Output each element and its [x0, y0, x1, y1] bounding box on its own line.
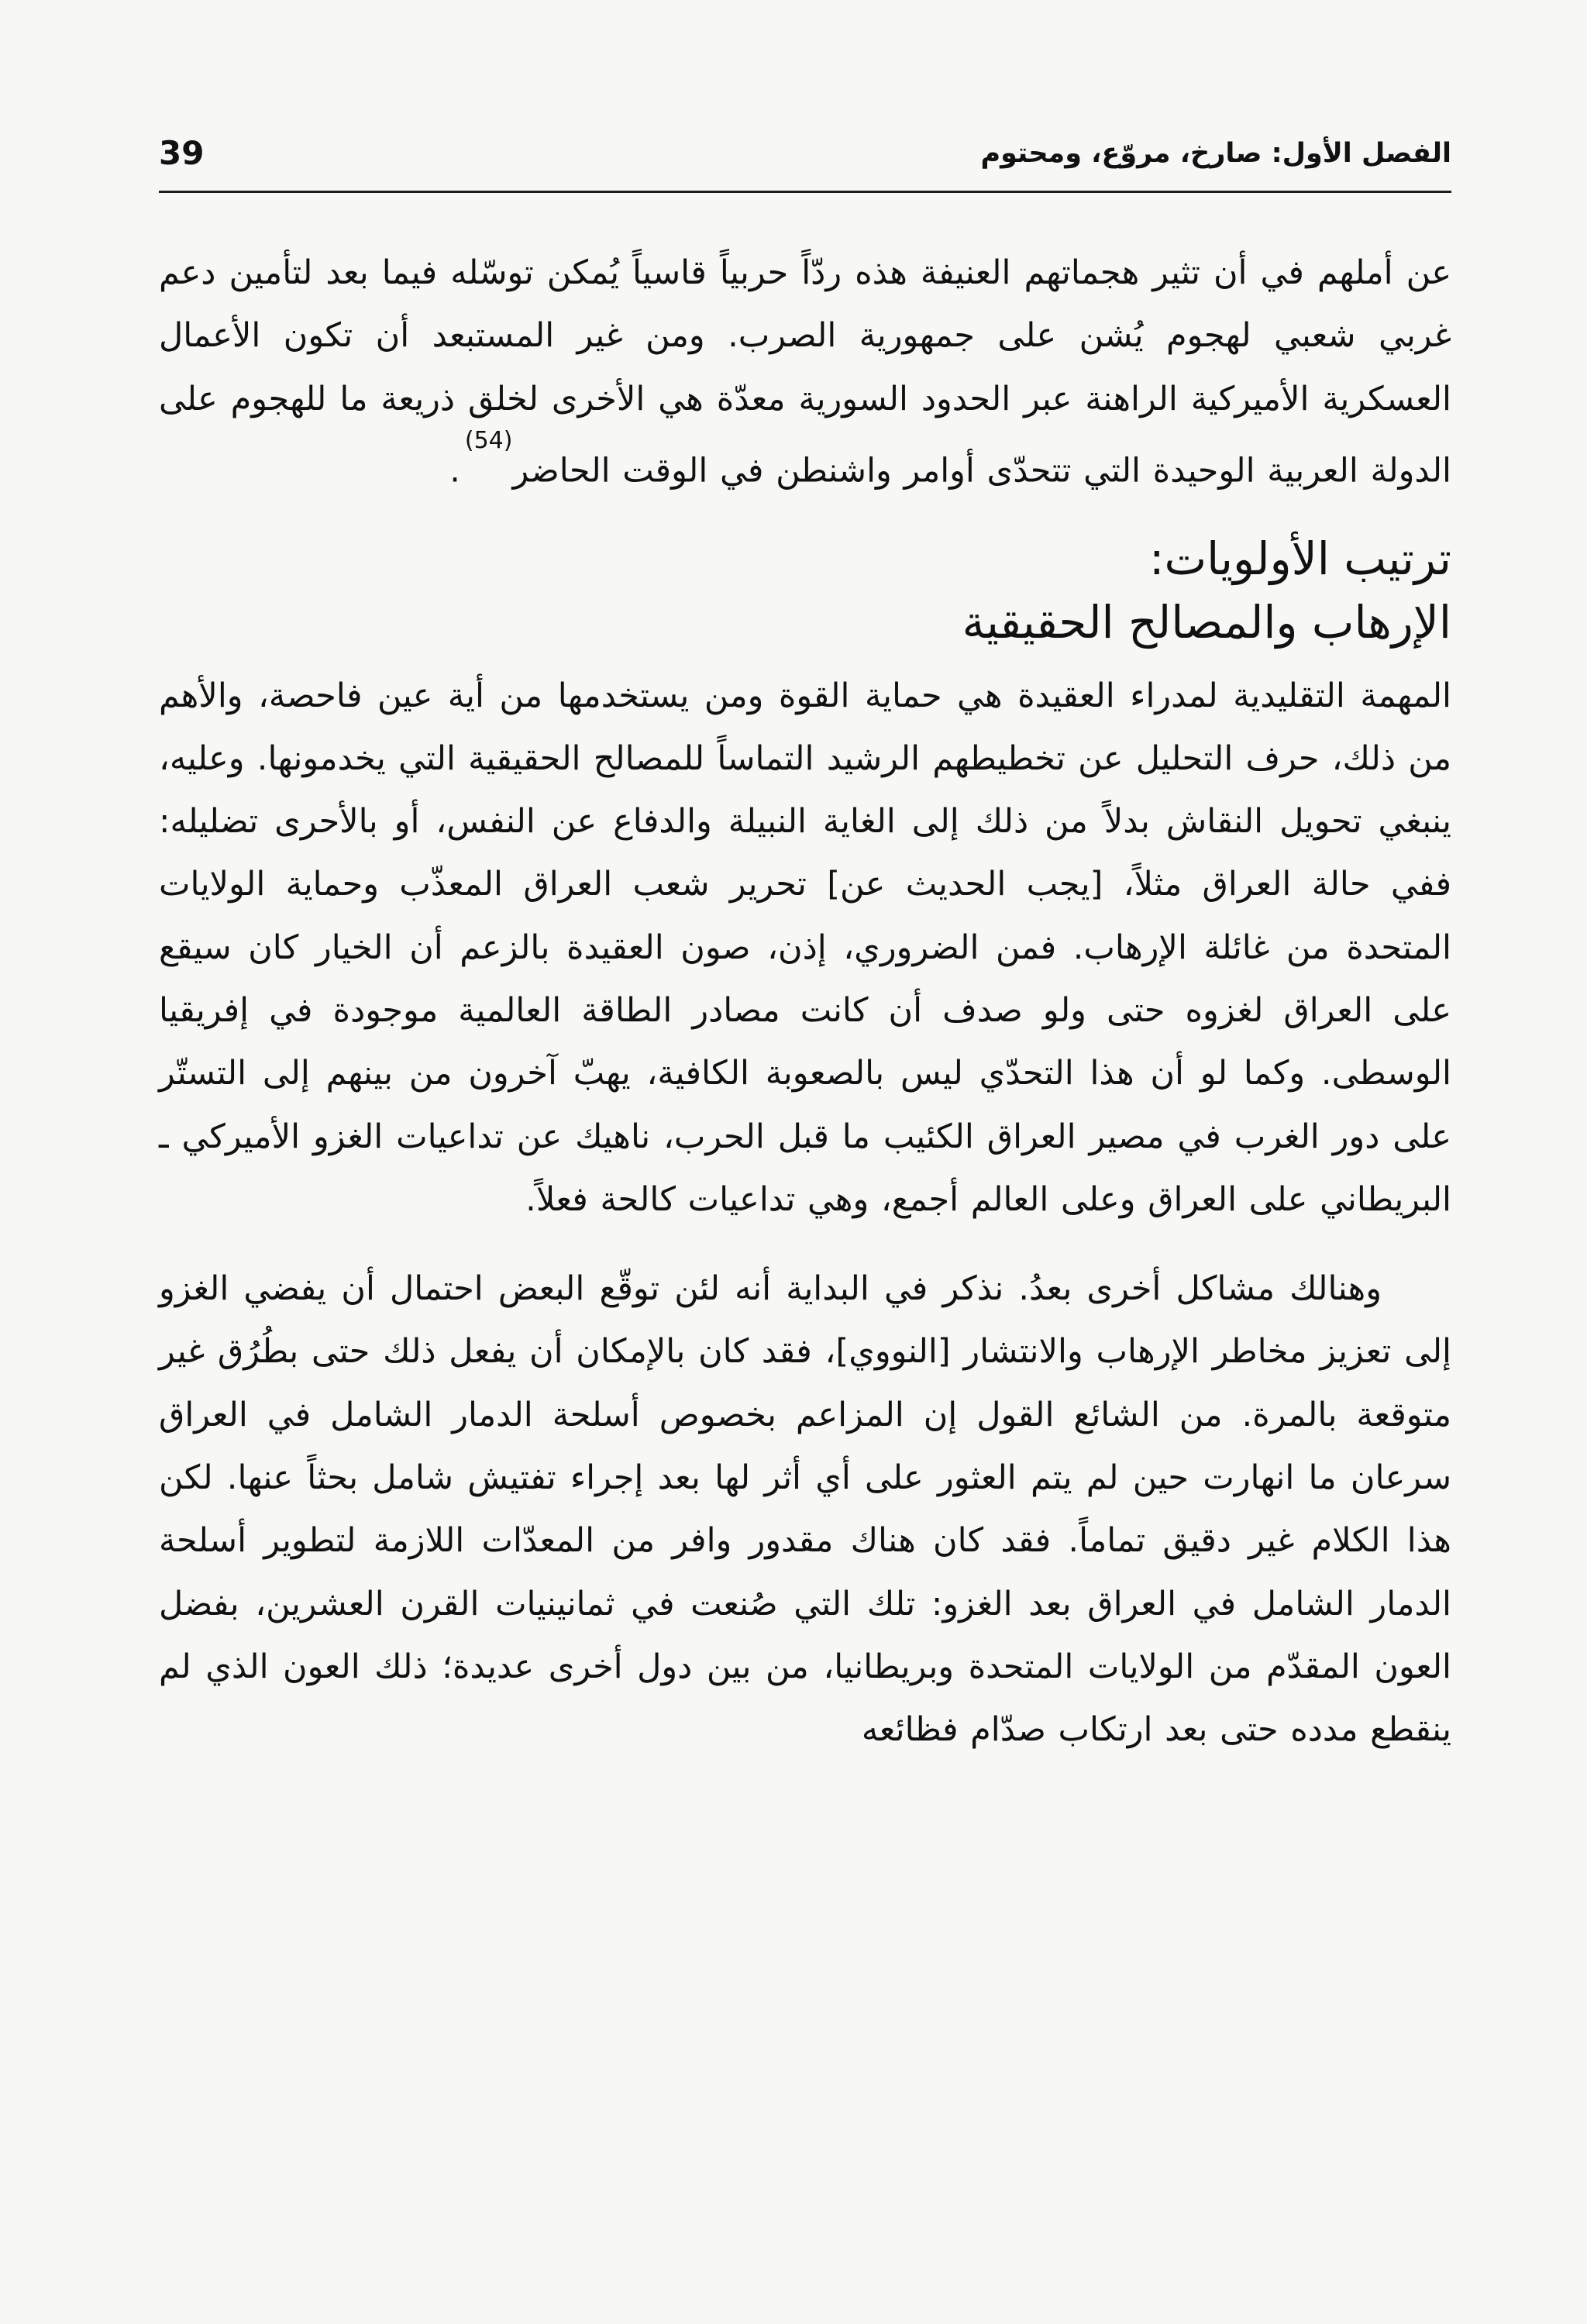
footnote-reference: (54) — [464, 426, 513, 454]
header-divider-line — [159, 191, 1451, 193]
section-heading-line-1: ترتيب الأولويات: — [1149, 532, 1451, 585]
page-header — [159, 130, 1451, 184]
page-body — [159, 242, 1451, 1762]
running-chapter-title: الفصل الأول: صارخ، مروّع، ومحتوم — [980, 138, 1451, 169]
paragraph-period: . — [449, 451, 460, 491]
paragraph-body: المهمة التقليدية لمدراء العقيدة هي حماية القوة ومن يستخدمها من أية عين فاحصة، والأهم من ذلك، حرف التحليل عن تخطيطهم الرشيد التماساً للمصالح الحقيقية التي يخدمونها. وعليه، ينبغي تحويل النقاش بدلاً من ذلك إلى الغاية النبيلة والدفاع عن النفس، أو بالأحرى تضليله: ففي حالة العراق مثلاً، [يجب الحديث عن] تحرير شعب العراق المعذّب وحماية الولايات المتحدة من غائلة الإرهاب. فمن الضروري، إذن، صون العقيدة بالزعم أن الخيار كان سيقع على العراق لغزوه حتى ولو صدف أن كانت مصادر الطاقة العالمية موجودة في إفريقيا الوسطى. وكما لو أن هذا التحدّي ليس بالصعوبة الكافية، يهبّ آخرون من بينهم إلى التستّر على دور الغرب في مصير العراق الكئيب ما قبل الحرب، ناهيك عن تداعيات الغزو الأميركي ـ البريطاني على العراق وعلى العالم أجمع، وهي تداعيات كالحة فعلاً. — [159, 676, 1451, 1219]
page-number: 39 — [159, 134, 205, 172]
section-heading-line-2: الإرهاب والمصالح الحقيقية — [962, 595, 1451, 649]
paragraph-spacer — [159, 1231, 1451, 1258]
paragraph-body: وهنالك مشاكل أخرى بعدُ. نذكر في البداية أنه لئن توقّع البعض احتمال أن يفضي الغزو إلى تعزيز مخاطر الإرهاب والانتشار [النووي]، فقد كان بالإمكان أن يفعل ذلك حتى بطُرُق غير متوقعة بالمرة. من الشائع القول إن المزاعم بخصوص أسلحة الدمار الشامل في العراق سرعان ما انهارت حين لم يتم العثور على أي أثر لها بعد إجراء تفتيش شامل بحثاً عنها. لكن هذا الكلام غير دقيق تماماً. فقد كان هناك مقدور وافر من المعدّات اللازمة لتطوير أسلحة الدمار الشامل في العراق بعد الغزو: تلك التي صُنعت في ثمانينيات القرن العشرين، بفضل العون المقدّم من الولايات المتحدة وبريطانيا، من بين دول أخرى عديدة؛ ذلك العون الذي لم ينقطع مدده حتى بعد ارتكاب صدّام فظائعه — [159, 1269, 1451, 1750]
section-heading-block — [159, 527, 1451, 654]
paragraph-text: عن أملهم في أن تثير هجماتهم العنيفة هذه ردّاً حربياً قاسياً يُمكن توسّله فيما بعد لتأمين دعم غربي شعبي لهجوم يُشن على جمهورية الصرب. ومن غير المستبعد أن تكون الأعمال العسكرية الأميركية الراهنة عبر الحدود السورية معدّة هي الأخرى لخلق ذريعة ما للهجوم على الدولة العربية الوحيدة التي تتحدّى أوامر واشنطن في الوقت الحاضر — [159, 253, 1451, 491]
paragraph-continued-from-previous-page — [159, 242, 1451, 503]
